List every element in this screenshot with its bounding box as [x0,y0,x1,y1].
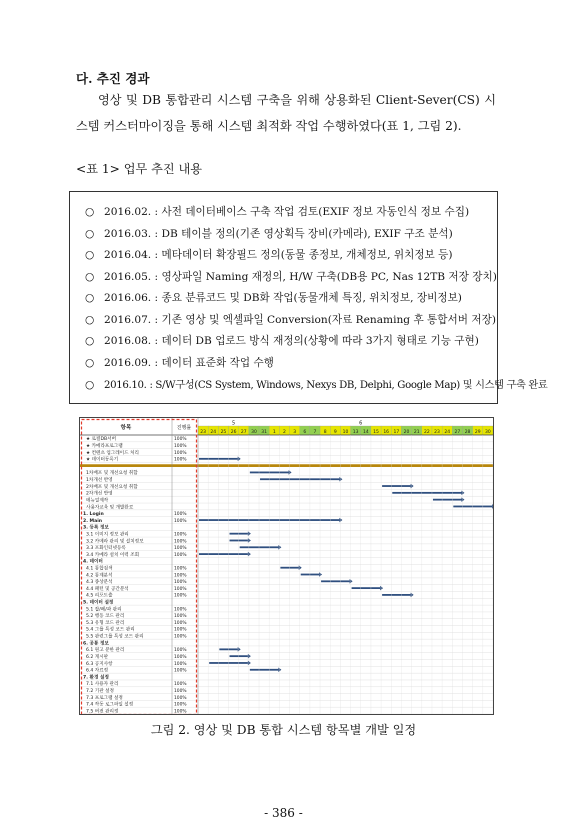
gantt-day-label: 20 [403,430,410,435]
gantt-row-pct: 100% [174,654,187,660]
gantt-row-label: 2차개선 반영 [86,491,113,497]
gantt-row-label: 메뉴얼제작 [86,498,109,504]
timeline-item [85,226,453,241]
timeline-text: 2016.08. : 데이터 DB 업로드 방식 재정의(상황에 따라 3가지 형태로 기능 구현) [104,335,479,347]
gantt-bar-arrow [492,504,494,509]
gantt-bar [199,553,248,555]
gantt-row-pct: 100% [174,566,187,572]
gantt-row-label: 2. Main [83,518,103,524]
gantt-svg [80,418,494,715]
gantt-row-label: 7. 환경 설정 [83,675,109,681]
gantt-day-label: 10 [342,430,349,435]
gantt-row-pct: 100% [174,607,187,613]
gantt-row-pct: 100% [174,620,187,626]
gantt-day-label: 29 [474,430,481,435]
gantt-day-label: 23 [434,430,440,435]
gantt-row-pct: 100% [174,593,187,599]
bullet-icon: ○ [85,249,95,261]
timeline-item [85,376,547,391]
gantt-col-item: 항목 [120,425,132,431]
gantt-row-label: 3.2 카메라 관리 및 설치정보 [86,539,144,545]
gantt-row-label: 5.3 유형 코드 관리 [86,620,125,626]
bullet-icon: ○ [85,356,95,369]
gantt-day-label: 24 [210,430,217,435]
gantt-row-label: 5.2 행동 코드 관리 [86,614,125,620]
gantt-row-label: 1차배포 및 개선요청 취합 [86,471,138,477]
gantt-row-label: 5. 데이터 설정 [83,600,114,606]
gantt-row-label: 2차배포 및 개선요청 취합 [86,484,138,490]
gantt-day-label: 6 [303,430,307,435]
gantt-row-pct: 100% [174,518,187,524]
gantt-row-pct: 100% [174,437,187,443]
timeline-text: 2016.04. : 메타데이터 확장필드 정의(동물 종정보, 개체정보, 위치정보 등) [104,249,453,261]
gantt-row-label: 6.2 게시판 [86,654,109,660]
gantt-row-pct: 100% [174,586,187,592]
bullet-icon: ○ [85,379,95,391]
gantt-row-pct: 100% [174,682,187,688]
gantt-row-label: 5.4 그룹 특성 코드 관리 [86,627,135,633]
gantt-row-pct: 100% [174,614,187,620]
gantt-row-pct: 100% [174,546,187,552]
timeline-text: 2016.09. : 데이터 표준화 작업 수행 [104,356,274,369]
gantt-day-label: 28 [464,430,471,435]
timeline-item [85,312,496,327]
gantt-row-pct: 100% [174,668,187,674]
bullet-icon: ○ [85,313,95,326]
gantt-day-label: 2 [283,430,286,435]
gantt-row-pct: 100% [174,573,187,579]
gantt-day-label: 14 [362,430,369,435]
gantt-row-label: 3.3 포화인터넷등록 [86,546,126,552]
gantt-row-label: 4.4 패턴 및 공간분석 [86,586,129,592]
timeline-item [85,269,497,284]
gantt-row-label: 7.1 사용자 관리 [86,682,119,688]
gantt-row-label: 1. Login [83,512,104,518]
gantt-row-label: 3. 등록 정보 [83,525,109,531]
gantt-row-label: 6. 공통 정보 [83,641,109,647]
timeline-text: 2016.05. : 영상파일 Naming 재정의, H/W 구축(DB용 PC, Nas 12TB 저장 장치) [104,270,497,283]
gantt-row-pct: 100% [174,457,187,463]
gantt-row-label: 4.5 리포트출 [86,593,113,599]
gantt-row-pct: 100% [174,627,187,633]
gantt-row-label: 4.1 통합검색 [86,566,113,572]
gantt-row-label: 5.1 잡/폐/과 관리 [86,607,122,613]
gantt-bar [321,580,350,582]
gantt-row-pct: 100% [174,552,187,558]
gantt-month-label: 6 [359,420,363,427]
bullet-icon: ○ [85,270,95,283]
intro-paragraph: 영상 및 DB 통합관리 시스템 구축을 위해 상용화된 Client-Sever(CS) 시스템 커스터마이징을 통해 시스템 최적화 작업 수행하였다(표 1, 그림 2). [76,93,496,133]
gantt-bar [250,669,279,671]
gantt-row-pct: 100% [174,450,187,456]
gantt-row-pct: 100% [174,532,187,538]
gantt-col-progress: 진행률 [176,425,192,431]
gantt-row-label: ★ 데이터등록기 [86,457,119,463]
gantt-row-label: 7.4 작동 로그파일 설정 [86,702,134,708]
bullet-icon: ○ [85,292,95,304]
gantt-day-label: 31 [261,430,267,435]
gantt-chart [79,417,494,715]
timeline-item [85,333,479,348]
gantt-row-pct: 100% [174,661,187,667]
timeline-text: 2016.06. : 종요 분류코드 및 DB화 작업(동물개체 특징, 위치정보, 장비정보) [104,292,462,304]
bullet-icon: ○ [85,227,95,240]
timeline-box [69,191,548,404]
gantt-row-label: 6.1 원고 분한 관리 [86,648,125,654]
gantt-month-label: 5 [232,420,236,427]
gantt-row-pct: 100% [174,709,187,715]
gantt-day-label: 22 [424,430,430,435]
gantt-row-label: 7.3 프로그램 설정 [86,695,123,701]
timeline-text: 2016.02. : 사전 데이터베이스 구축 작업 검토(EXIF 정보 자동인식 정보 수집) [104,206,470,218]
gantt-row-label: ★ 카메라프로그램 [86,444,123,450]
gantt-bar [433,499,462,501]
gantt-day-label: 8 [323,430,327,435]
gantt-day-label: 7 [313,430,317,435]
gantt-bar [382,594,411,596]
gantt-row-pct: 100% [174,688,187,694]
gantt-row-pct: 100% [174,634,187,640]
gantt-day-label: 27 [240,430,247,435]
table-caption: <표 1> 업무 추진 내용 [76,162,203,176]
gantt-day-label: 27 [454,430,461,435]
gantt-row-label: ★ 컨텐츠 업그레이드 처리 [86,450,139,456]
gantt-row-label: 4.2 통계분석 [86,573,113,579]
gantt-row-pct: 100% [174,539,187,545]
gantt-row-label: 5.5 관련그룹 특성 코드 관리 [86,634,144,640]
gantt-row-label: 3.4 카메라 설치 이력 조회 [86,552,140,558]
timeline-item [85,247,453,262]
gantt-day-label: 30 [485,430,491,435]
timeline-item [85,355,274,370]
gantt-row-pct: 100% [174,702,187,708]
gantt-day-label: 9 [333,430,337,435]
gantt-row-pct: 100% [174,580,187,586]
gantt-bar [382,485,411,487]
figure-caption: 그림 2. 영상 및 DB 통합 시스템 항목별 개발 일정 [150,723,417,737]
gantt-day-label: 1 [272,430,276,435]
gantt-row-label: ★ 로컬DB서버 [86,437,117,443]
gantt-row-pct: 100% [174,695,187,701]
gantt-day-label: 15 [373,430,379,435]
gantt-row-pct: 100% [174,512,187,518]
gantt-row-label: 1차개선 반영 [86,478,113,484]
gantt-day-label: 26 [230,430,237,435]
gantt-day-label: 16 [383,430,390,435]
section-heading: 다. 추진 경과 [76,71,150,86]
gantt-row-label: 사용자교육 및 개발완료 [86,505,134,511]
timeline-text: 2016.03. : DB 테이블 정의(기존 영상획득 장비(카메라), EXIF 구조 분석) [104,227,453,240]
gantt-day-label: 17 [393,430,400,435]
gantt-row-label: 4.3 종상분석 [86,580,113,586]
timeline-text: 2016.10. : S/W구성(CS System, Windows, Nexys DB, Delphi, Google Map) 및 시스템 구축 완료 [104,380,548,391]
gantt-day-label: 23 [200,430,206,435]
gantt-row-pct: 100% [174,444,187,450]
gantt-row-label: 3.1 이미지 정보 관리 [86,532,129,538]
gantt-day-label: 25 [220,430,227,435]
page-number: - 386 - [264,806,303,820]
gantt-day-label: 3 [293,430,297,435]
bullet-icon: ○ [85,206,95,218]
gantt-day-label: 21 [413,430,420,435]
gantt-row-label: 6.4 자료정 [86,668,109,674]
gantt-day-label: 24 [444,430,451,435]
timeline-text: 2016.07. : 기존 영상 및 엑셀파일 Conversion(자료 Renaming 후 통합서버 저장) [104,313,496,326]
gantt-row-pct: 100% [174,648,187,654]
timeline-item [85,290,462,305]
gantt-bar [392,492,461,494]
gantt-day-label: 30 [251,430,257,435]
gantt-bar [352,587,381,589]
timeline-item [85,204,469,219]
gantt-row-label: 7.5 버전 관리정 [86,709,119,715]
gantt-row-label: 4. 데이터 [83,559,103,565]
gantt-day-label: 13 [352,430,359,435]
bullet-icon: ○ [85,335,95,347]
gantt-row-label: 6.3 공지사항 [86,661,113,667]
gantt-row-label: 7.2 기관 설정 [86,688,114,694]
